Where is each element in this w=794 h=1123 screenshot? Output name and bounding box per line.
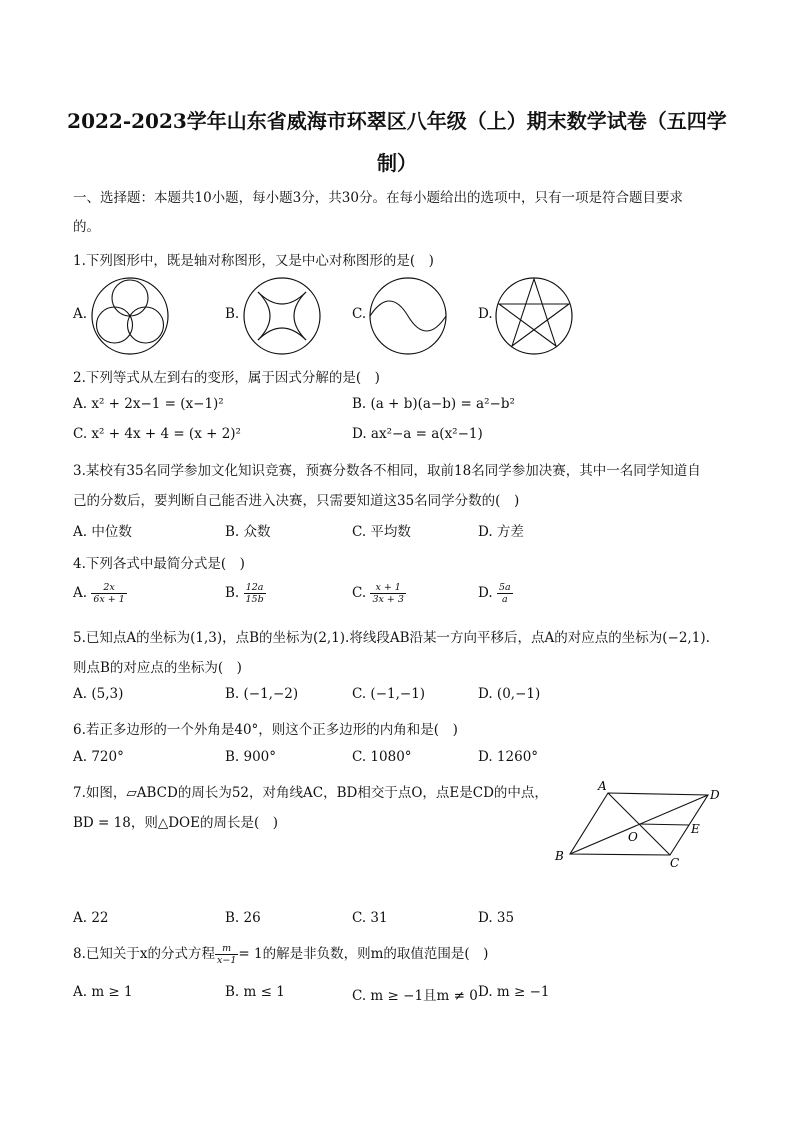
q8-fraction-denominator: x−1 [217,955,237,966]
question-8-stem [73,942,488,966]
q4-option-c-label: C. [352,585,367,601]
q4-fraction-c [370,582,405,605]
segment-oe [639,824,689,825]
q2-option-c: C. x² + 4x + 4 = (x + 2)² [73,426,241,442]
label-point-o: O [628,830,638,844]
q6-option-c: C. 1080° [352,749,412,765]
q3-option-a: A. 中位数 [73,524,132,540]
q4-option-c [352,582,406,605]
q4-fraction-a [91,582,126,605]
q1-figure-b [242,276,322,356]
label-point-c: C [670,856,680,870]
q4-fraction-d-numerator: 5a [498,582,511,593]
q1-option-b-label: B. [225,306,240,322]
q2-option-b: B. (a + b)(a−b) = a²−b² [352,396,515,412]
label-point-e: E [691,822,700,836]
q4-fraction-b-denominator: 15b [245,594,264,605]
q4-option-b-label: B. [225,585,240,601]
q7-parallelogram-figure [548,778,728,874]
q6-option-a: A. 720° [73,749,124,765]
question-1-stem: 1.下列图形中，既是轴对称图形，又是中心对称图形的是( ) [73,253,434,269]
section-heading-line2: 的。 [73,219,100,235]
question-7-stem-line1: 7.如图，▱ABCD的周长为52，对角线AC，BD相交于点O，点E是CD的中点， [73,785,548,801]
question-7-stem-line2: BD = 18，则△DOE的周长是( ) [73,815,278,831]
question-5-stem-line2: 则点B的对应点的坐标为( ) [73,660,242,676]
question-4-stem: 4.下列各式中最简分式是( ) [73,556,245,572]
q7-option-d: D. 35 [478,910,515,926]
q7-option-a: A. 22 [73,910,109,926]
q1-option-a-label: A. [73,306,88,322]
q2-option-d: D. ax²−a = a(x²−1) [352,426,483,442]
section-heading-line1: 一、选择题：本题共10小题，每小题3分，共30分。在每小题给出的选项中，只有一项是符合题目要求 [73,190,683,206]
q8-option-d: D. m ≥ −1 [478,984,550,1000]
q8-stem-suffix: = 1的解是非负数，则m的取值范围是( ) [238,946,489,962]
page-title: 2022-2023学年山东省威海市环翠区八年级（上）期末数学试卷（五四学制） [67,109,727,175]
question-3-stem-line1: 3.某校有35名同学参加文化知识竞赛，预赛分数各不相同，取前18名同学参加决赛，其中一名同学知道自 [73,463,701,479]
q4-fraction-c-denominator: 3x + 3 [372,594,404,605]
label-point-a: A [598,779,607,793]
q8-option-b: B. m ≤ 1 [225,984,285,1000]
q1-option-d-label: D. [478,306,493,322]
q5-option-d: D. (0,−1) [478,686,541,702]
q7-option-b: B. 26 [225,910,261,926]
q4-option-d [478,582,513,605]
q4-fraction-b [244,582,266,605]
q4-fraction-d-denominator: a [501,594,508,605]
label-point-b: B [555,849,564,863]
q4-fraction-b-numerator: 12a [244,582,266,594]
q4-option-b [225,582,266,605]
q5-option-a: A. (5,3) [73,686,124,702]
q4-option-a [73,582,127,605]
q4-fraction-a-numerator: 2x [91,582,126,594]
q5-option-b: B. (−1,−2) [225,686,299,702]
q1-option-c-label: C. [352,306,367,322]
q3-option-d: D. 方差 [478,524,524,540]
q6-option-d: D. 1260° [478,749,539,765]
q8-fraction [215,943,238,966]
q7-option-c: C. 31 [352,910,388,926]
question-6-stem: 6.若正多边形的一个外角是40°，则这个正多边形的内角和是( ) [73,722,458,738]
q4-fraction-c-numerator: x + 1 [370,582,405,594]
label-point-d: D [710,788,720,802]
q8-option-a: A. m ≥ 1 [73,984,133,1000]
q2-option-a: A. x² + 2x−1 = (x−1)² [73,396,224,412]
q1-figure-d [494,276,574,356]
q3-option-b: B. 众数 [225,524,271,540]
q4-fraction-a-denominator: 6x + 1 [93,594,125,605]
question-3-stem-line2: 己的分数后，要判断自己能否进入决赛，只需要知道这35名同学分数的( ) [73,493,520,509]
q5-option-c: C. (−1,−1) [352,686,426,702]
q4-fraction-d [497,582,513,605]
q3-option-c: C. 平均数 [352,524,411,540]
q6-option-b: B. 900° [225,749,277,765]
q1-figure-c [368,276,448,356]
q1-figure-a [88,276,172,356]
question-2-stem: 2.下列等式从左到右的变形，属于因式分解的是( ) [73,370,380,386]
q8-stem-prefix: 8.已知关于x的分式方程 [73,946,215,962]
q8-fraction-numerator: m [215,943,238,955]
q4-option-a-label: A. [73,585,88,601]
q8-option-c: C. m ≥ −1且m ≠ 0 [352,988,478,1004]
question-5-stem-line1: 5.已知点A的坐标为(1,3)，点B的坐标为(2,1).将线段AB沿某一方向平移后，点A的对应点的坐标为(−2,1). [73,630,710,646]
q4-option-d-label: D. [478,585,493,601]
